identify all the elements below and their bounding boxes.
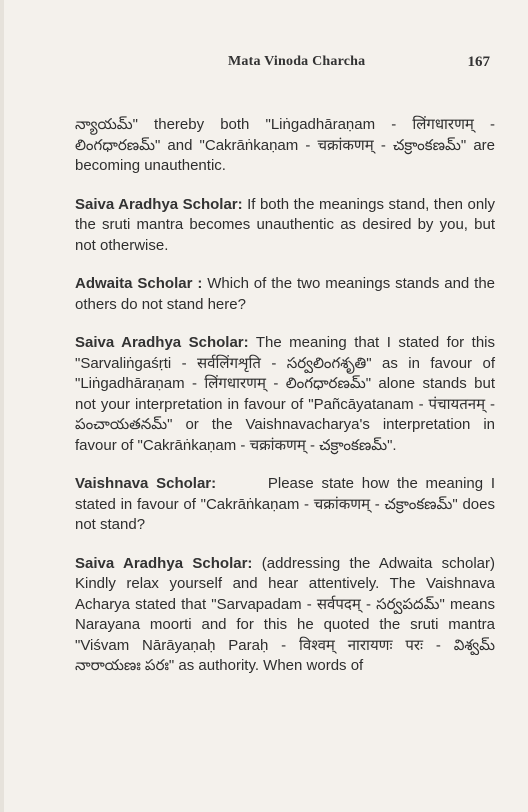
book-title: Mata Vinoda Charcha — [228, 54, 366, 69]
page-number: 167 — [467, 54, 490, 70]
paragraph-text: (addressing the Adwaita scholar) Kindly relax yourself and hear attentively. The Vaishnava Acharya stated that "Sarvapadam - सर्वपदम् - సర్వపదమ్" means Narayana moorti and for this he quoted the sruti mantra "Viśvam Nārāyaṇaḥ Paraḥ - विश्वम् नारायणः परः - విశ్వమ్ నారాయణః పరః" as authority. When words of — [75, 554, 496, 674]
paragraph-2 — [75, 195, 495, 257]
speaker-label: Vaishnava Scholar: — [75, 475, 217, 492]
paragraph-1 — [75, 115, 495, 177]
speaker-label: Saiva Aradhya Scholar: — [75, 334, 249, 351]
speaker-label: Adwaita Scholar : — [75, 275, 203, 292]
speaker-label: Saiva Aradhya Scholar: — [75, 554, 253, 572]
paragraph-4 — [75, 333, 495, 456]
paragraph-text: If both the meanings stand, then only the sruti mantra becomes unauthentic as desired by you, but not otherwise. — [75, 195, 495, 254]
paragraph-text: Please state how the meaning I stated in favour of "Cakrāṅkaṇam - चक्रांकणम् - చక్రాంకణమ్" does not stand? — [75, 475, 495, 533]
page-body — [75, 115, 495, 677]
speaker-label: Saiva Aradhya Scholar: — [75, 195, 243, 213]
paragraph-6 — [75, 554, 495, 677]
page-edge-shadow — [0, 0, 4, 812]
paragraph-text: The meaning that I stated for this "Sarvaliṅgaśṛti - सर्वलिंगशृति - సర్వలింగశృతి" as in favour of "Liṅgadhāraṇam - लिंगधारणम् - లింగధారణమ్" alone stands but not your interpretation in favour of "Pañcāyatanam - पंचायतनम् - పంచాయతనమ్" or the Vaishnavacharya's interpretation in favour of "Cakrāṅkaṇam - चक्रांकणम् - చక్రాంకణమ్". — [75, 334, 496, 454]
paragraph-3 — [75, 274, 495, 315]
paragraph-text: న్యాయమ్" thereby both "Liṅgadhāraṇam - लिंगधारणम् - లింగధారణమ్" and "Cakrāṅkaṇam - चक्रांकणम् - చక్రాంకణమ్" are becoming unauthentic. — [75, 116, 495, 174]
paragraph-5 — [75, 474, 495, 536]
paragraph-text: Which of the two meanings stands and the others do not stand here? — [75, 275, 496, 313]
